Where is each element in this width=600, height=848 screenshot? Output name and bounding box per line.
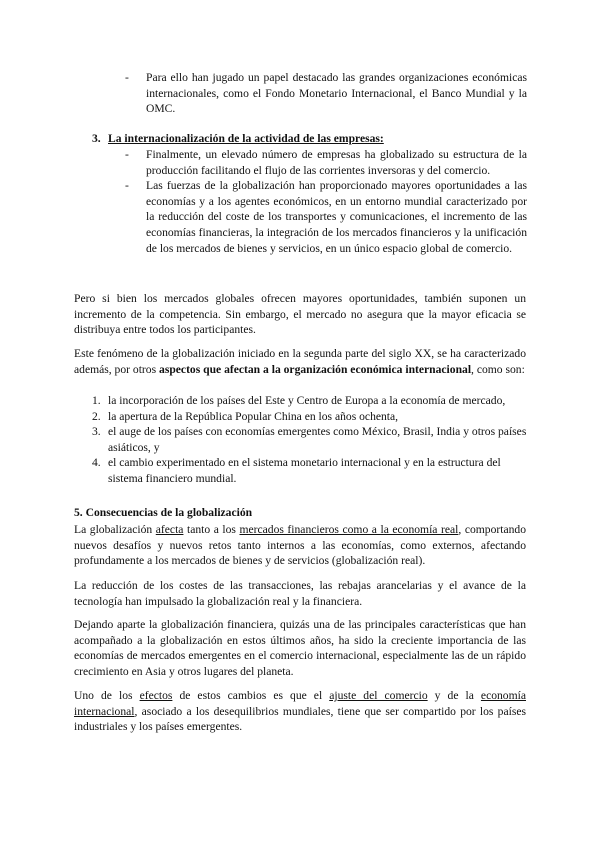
paragraph-effects [74,688,526,735]
item-text: la incorporación de los países del Este y Centro de Europa a la economía de mercado, [108,394,506,407]
list-item: - Las fuerzas de la globalización han proporcionado mayores oportunidades a las economías y a los agentes económicos, en un entorno mundial caracterizado por la reducción del coste de los transportes y comunicaciones, el incremento de las economías financieras, la integración de los mercados financieros y la unificación de los mercados de bienes y servicios, en un único espacio global de comercio. [125,178,527,256]
underlined-phrase: afecta [155,523,184,536]
text-span: de estos cambios es que el [172,689,330,702]
section-title: La internacionalización de la actividad de las empresas: [108,132,384,145]
text-span: , como son: [471,362,525,376]
text-span: y de la [427,689,481,702]
section-number: 3. [92,132,101,145]
section-5-heading: 5. Consecuencias de la globalización [74,506,253,519]
underlined-phrase: mercados financieros como a la economía real [239,523,459,536]
section-3-heading [92,131,384,147]
paragraph-emerging: Dejando aparte la globalización financiera, quizás una de las principales características que han acompañado a la globalización en estos últimos años, ha sido la creciente importancia de las economías de mercados emergentes en el comercio internacional, especialmente las de un rápido crecimiento en Asia y otros lugares del planeta. [74,618,526,678]
paragraph-transactions: La reducción de los costes de las transacciones, las rebajas arancelarias y el avance de la tecnología han impulsado la globalización real y la financiera. [74,579,526,608]
top-dash-list [125,70,527,117]
item-text: el cambio experimentado en el sistema monetario internacional y en la estructura del sistema financiero mundial. [108,456,501,485]
text-span: Uno de los [74,689,140,702]
list-item: - Finalmente, un elevado número de empresas ha globalizado su estructura de la producción facilitando el flujo de las corrientes inversoras y del comercio. [125,147,527,178]
item-text: el auge de los países con economías emergentes como México, Brasil, India y otros países asiáticos, y [108,425,527,454]
paragraph-consequences [74,522,526,569]
item-number: 2. [92,409,101,423]
item-number: 3. [92,425,101,439]
list-item [92,409,527,425]
paragraph-aspects-intro [74,346,526,377]
paragraph-competition: Pero si bien los mercados globales ofrecen mayores oportunidades, también suponen un incremento de la competencia. Sin embargo, el mercado no asegura que la mayor eficacia se distribuya entre todos los participantes. [74,292,526,337]
text-span: Este fenómeno de la globalización iniciado en la segunda parte del siglo XX, se ha caracterizado además, por otros [74,347,526,376]
underlined-phrase: economía internacional [74,689,526,718]
item-text: la apertura de la República Popular China en los años ochenta, [108,409,399,423]
section-3-list [125,147,527,256]
underlined-phrase: efectos [139,689,173,702]
text-span: , asociado a los desequilibrios mundiales, tiene que ser compartido por los países industriales y los países emergentes. [74,704,526,734]
list-item [92,393,527,409]
aspects-list [92,393,527,487]
text-span: , comportando nuevos desafíos y nuevos retos tanto internos a las economías, como externos, afectando profundamente a los mercados de bienes y de servicios (globalización real). [74,523,526,568]
item-number: 4. [92,456,101,470]
text-span: La globalización [74,523,156,536]
bold-phrase: aspectos que afectan a la organización económica internacional [159,362,472,376]
text-span: tanto a los [183,523,240,536]
list-item: - Para ello han jugado un papel destacado las grandes organizaciones económicas internacionales, como el Fondo Monetario Internacional, el Banco Mundial y la OMC. [125,70,527,117]
item-number: 1. [92,394,101,407]
list-item [92,424,527,455]
list-item [92,455,527,486]
underlined-phrase: ajuste del comercio [329,689,428,702]
